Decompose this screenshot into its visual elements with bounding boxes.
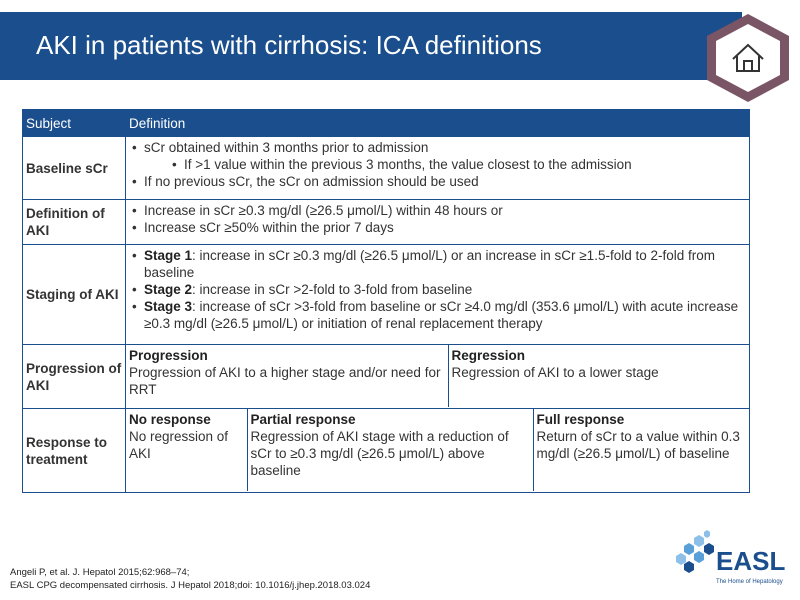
row-definition xyxy=(126,409,750,493)
progression-title: Progression xyxy=(129,348,208,363)
list-item: • Increase in sCr ≥0.3 mg/dl (≥26.5 μmol/L) within 48 hours or xyxy=(129,202,746,219)
stage-text: : increase of sCr >3-fold from baseline or sCr ≥4.0 mg/dl (353.6 μmol/L) with acute increase ≥0.3 mg/dl (≥26.5 μmol/L) or initiation of renal replacement therapy xyxy=(144,299,739,331)
easl-hexagon-logo xyxy=(676,530,714,573)
regression-cell xyxy=(448,345,749,407)
row-definition xyxy=(126,245,750,345)
list-item: • If >1 value within the previous 3 months, the value closest to the admission xyxy=(129,156,746,173)
citation-line: EASL CPG decompensated cirrhosis. J Hepatol 2018;doi: 10.1016/j.jhep.2018.03.024 xyxy=(10,580,371,591)
list-item: • Increase sCr ≥50% within the prior 7 days xyxy=(129,219,746,236)
list-item xyxy=(129,281,746,298)
slide-title: AKI in patients with cirrhosis: ICA definitions xyxy=(36,30,542,60)
regression-text: Regression of AKI to a lower stage xyxy=(451,365,659,380)
table-row xyxy=(23,409,750,493)
row-subject: Baseline sCr xyxy=(23,137,126,200)
citation-line: Angeli P, et al. J. Hepatol 2015;62:968–74; xyxy=(10,567,190,578)
table-header-row xyxy=(23,110,750,137)
stage-text: : increase in sCr ≥0.3 mg/dl (≥26.5 μmol/L) or an increase in sCr ≥1.5-fold to 2-fold from baseline xyxy=(144,248,715,280)
full-response-text: Return of sCr to a value within 0.3 mg/dl (≥26.5 μmol/L) of baseline xyxy=(536,429,740,461)
table-row xyxy=(23,137,750,200)
stage-text: : increase in sCr >2-fold to 3-fold from baseline xyxy=(192,282,473,297)
row-subject: Progression of AKI xyxy=(23,345,126,409)
stage-label: Stage 3 xyxy=(144,299,193,314)
easl-logo xyxy=(672,528,790,588)
no-response-text: No regression of AKI xyxy=(129,429,229,461)
home-button[interactable] xyxy=(704,12,792,104)
row-definition xyxy=(126,345,750,409)
definitions-table xyxy=(22,109,750,493)
progression-text: Progression of AKI to a higher stage and/or need for RRT xyxy=(129,365,441,397)
no-response-title: No response xyxy=(129,412,211,427)
row-definition xyxy=(126,137,750,200)
full-response-cell xyxy=(533,409,749,491)
full-response-title: Full response xyxy=(536,412,625,427)
logo-tagline: The Home of Hepatology xyxy=(716,579,783,585)
row-subject: Definition of AKI xyxy=(23,200,126,245)
list-item xyxy=(129,247,746,281)
stage-label: Stage 2 xyxy=(144,282,193,297)
list-item xyxy=(129,298,746,332)
row-subject: Staging of AKI xyxy=(23,245,126,345)
logo-text: EASL xyxy=(716,546,786,576)
table-row xyxy=(23,200,750,245)
regression-title: Regression xyxy=(451,348,526,363)
header-subject: Subject xyxy=(23,110,126,137)
no-response-cell xyxy=(126,409,247,491)
list-item: • If no previous sCr, the sCr on admission should be used xyxy=(129,173,746,190)
stage-label: Stage 1 xyxy=(144,248,193,263)
citation xyxy=(10,566,370,592)
header-definition: Definition xyxy=(126,110,750,137)
table-row xyxy=(23,345,750,409)
partial-response-cell xyxy=(247,409,533,491)
list-item: • sCr obtained within 3 months prior to admission xyxy=(129,139,746,156)
partial-response-text: Regression of AKI stage with a reduction of sCr to ≥0.3 mg/dl (≥26.5 μmol/L) above baseline xyxy=(250,429,509,478)
progression-cell xyxy=(126,345,448,407)
row-definition xyxy=(126,200,750,245)
partial-response-title: Partial response xyxy=(250,412,356,427)
row-subject: Response to treatment xyxy=(23,409,126,493)
table-row xyxy=(23,245,750,345)
